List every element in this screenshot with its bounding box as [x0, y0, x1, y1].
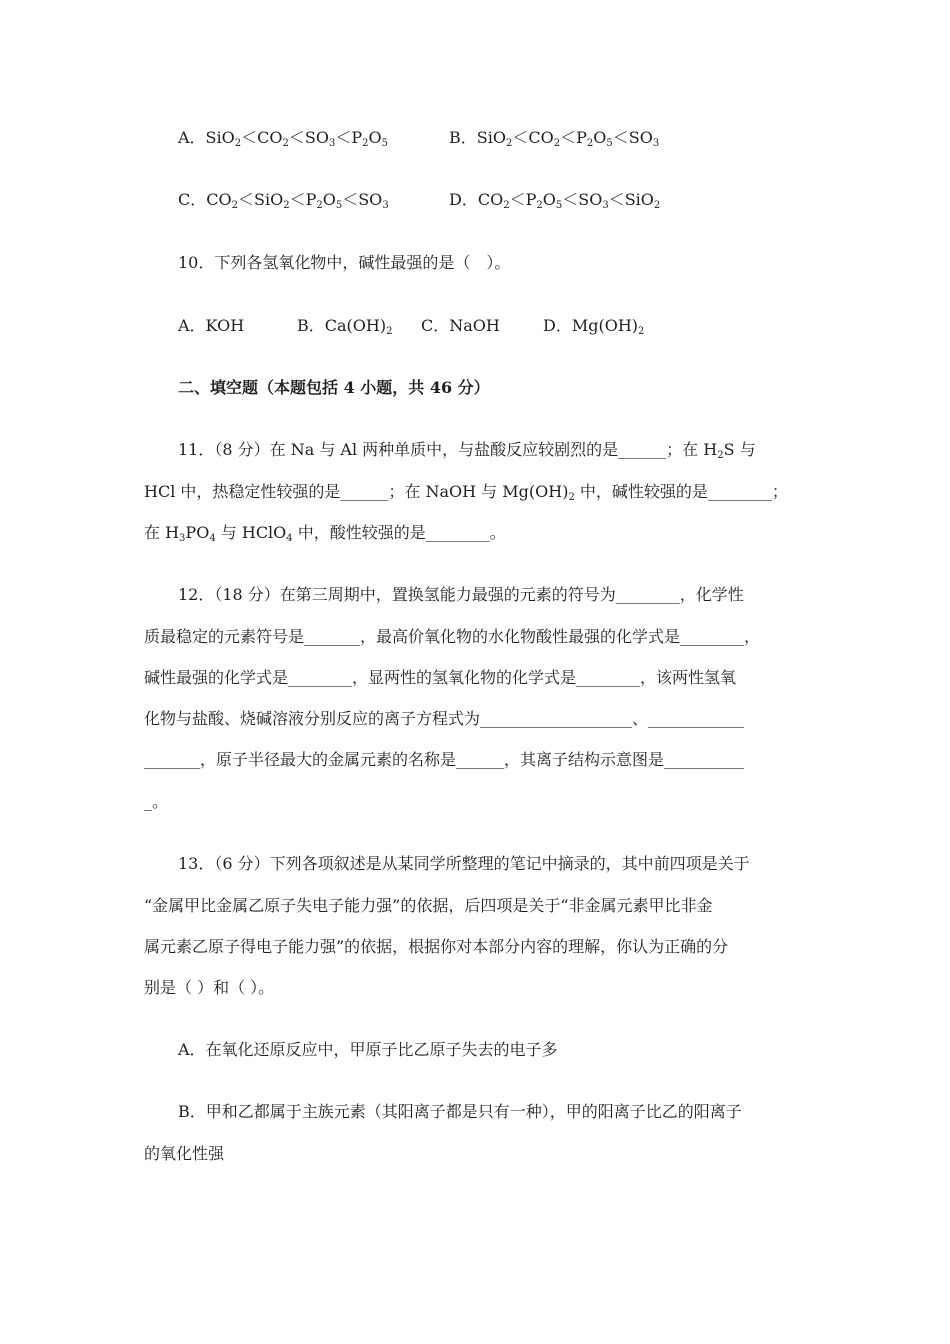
q10-option-c: C．NaOH — [421, 316, 500, 335]
q13-line-4: 别是（ ）和（ ）。 — [144, 978, 275, 997]
q12-line-5: _______，原子半径最大的金属元素的名称是______，其离子结构示意图是__________ — [144, 750, 745, 769]
q12-line-4: 化物与盐酸、烧碱溶液分别反应的离子方程式为___________________、____________ — [144, 709, 745, 728]
q10-option-b: B．$Ca(OH)_2$ — [297, 316, 393, 337]
q12-line-6: _。 — [144, 792, 169, 811]
section-heading: 二、填空题（本题包括 4 小题，共 46 分） — [178, 378, 490, 397]
q10-stem: 10．下列各氢氧化物中，碱性最强的是（ ）。 — [178, 253, 511, 272]
q13-line-2: “金属甲比金属乙原子失电子能力强”的依据，后四项是关于“非金属元素甲比非金 — [144, 896, 713, 915]
q11-line-2: HCl 中，热稳定性较强的是______；在 NaOH 与 $Mg(OH)_2$ 中，碱性较强的是________； — [144, 482, 788, 503]
q9-option-a: A．$SiO_2<CO_2<SO_3<P_2O_5$ — [178, 128, 389, 149]
q13-line-3: 属元素乙原子得电子能力强”的依据，根据你对本部分内容的理解，你认为正确的分 — [144, 937, 729, 956]
q9-option-d: D．$CO_2<P_2O_5<SO_3<SiO_2$ — [449, 190, 661, 211]
q10-option-d: D．$Mg(OH)_2$ — [543, 316, 645, 337]
q11-line-3: 在 $H_3PO_4$ 与 HClO$_4$ 中，酸性较强的是________。 — [144, 523, 506, 544]
q9-option-b: B．$SiO_2<CO_2<P_2O_5<SO_3$ — [449, 128, 660, 149]
q9-option-c: C．$CO_2<SiO_2<P_2O_5<SO_3$ — [178, 190, 389, 211]
q12-line-2: 质最稳定的元素符号是_______，最高价氧化物的水化物酸性最强的化学式是________， — [144, 627, 761, 646]
q12-line-3: 碱性最强的化学式是________，显两性的氢氧化物的化学式是________，该两性氢氧 — [144, 668, 737, 687]
q13-option-b-line-2: 的氧化性强 — [144, 1144, 225, 1163]
q13-option-b-line-1: B．甲和乙都属于主族元素（其阳离子都是只有一种），甲的阳离子比乙的阳离子 — [178, 1102, 742, 1121]
q10-option-a: A．KOH — [178, 316, 245, 335]
q11-line-1: 11．（8 分）在 Na 与 Al 两种单质中，与盐酸反应较剧烈的是______；在 $H_2S$ 与 — [178, 440, 756, 461]
q13-line-1: 13．（6 分）下列各项叙述是从某同学所整理的笔记中摘录的，其中前四项是关于 — [178, 854, 750, 873]
q13-option-a: A．在氧化还原反应中，甲原子比乙原子失去的电子多 — [178, 1040, 558, 1059]
q12-line-1: 12．（18 分）在第三周期中，置换氢能力最强的元素的符号为________，化学性 — [178, 585, 744, 604]
